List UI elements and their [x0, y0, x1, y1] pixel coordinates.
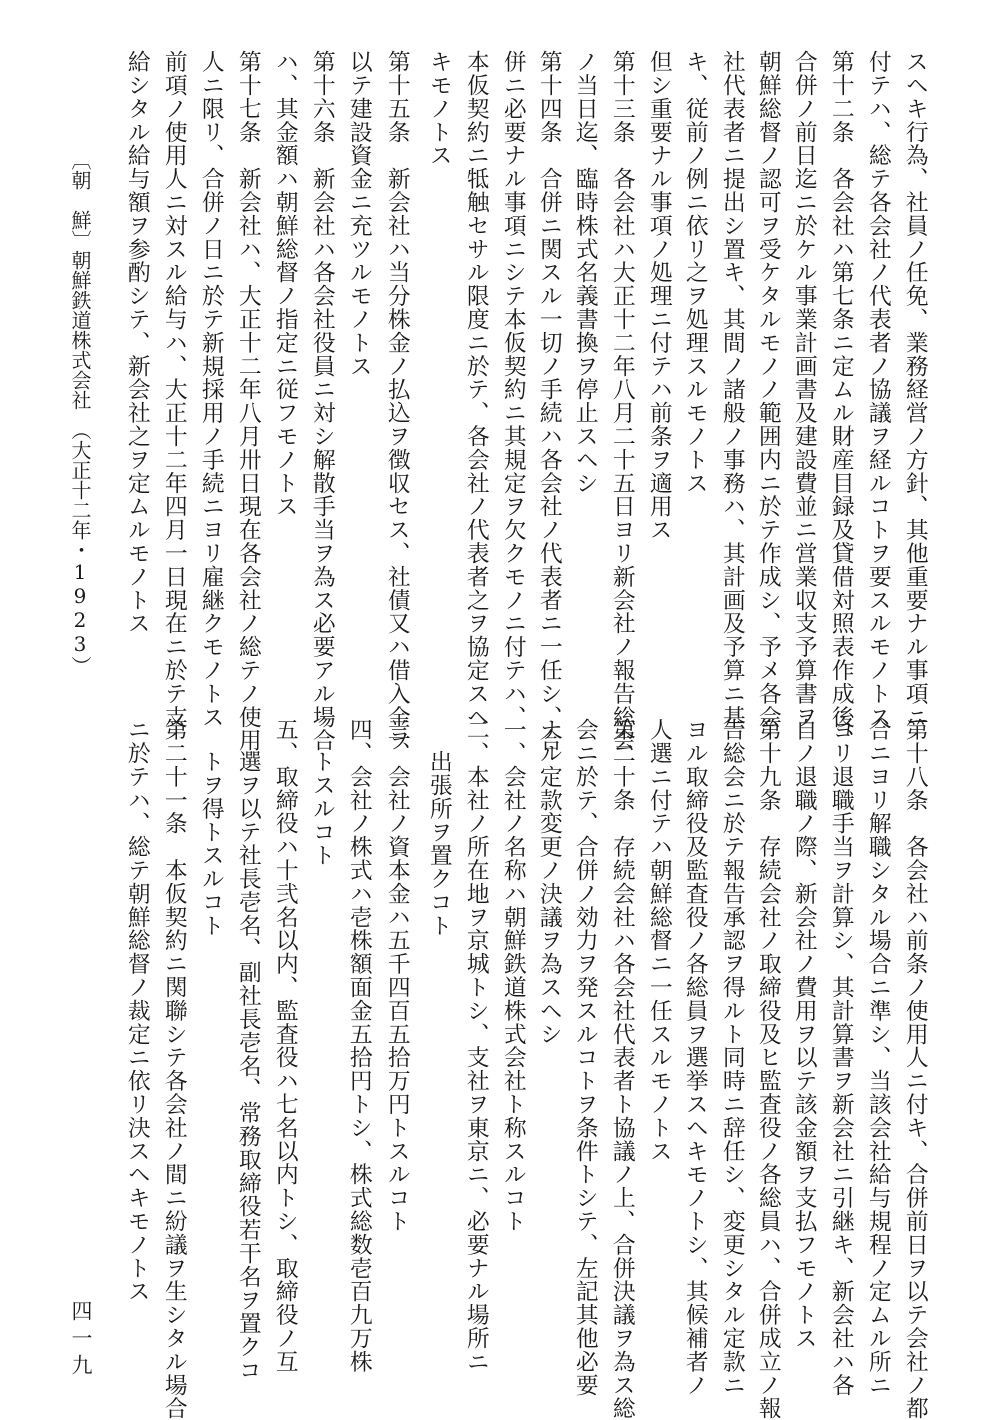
text-column: トヲ得トスルコト — [197, 750, 224, 938]
text-column: 三、会社ノ資本金ハ五千四百五拾万円トスルコト — [383, 718, 410, 1233]
text-column: 本仮契約ニ牴触セサル限度ニ於テ、各会社ノ代表者之ヲ協定スヘ — [462, 50, 489, 729]
text-column: 選ヲ以テ社長壱名、副社長壱名、常務取締役若干名ヲ置クコ — [234, 750, 261, 1382]
running-head-company: 朝鮮鉄道株式会社 — [68, 250, 92, 410]
text-column: 第二十一条 本仮契約ニ関聯シテ各会社ノ間ニ紛議ヲ生シタル場合 — [160, 718, 187, 1420]
text-column: 第十九条 存続会社ノ取締役及ヒ監査役ノ各総員ハ、合併成立ノ報 — [754, 718, 781, 1420]
text-column: 合ニヨリ解職シタル場合ニ準シ、当該会社給与規程ノ定ムル所ニ — [864, 718, 891, 1397]
text-column: トスルコト — [308, 750, 335, 867]
text-column: ヨリ退職手当ヲ計算シ、其計算書ヲ新会社ニ引継キ、新会社ハ各 — [827, 718, 854, 1397]
text-column: 第二十条 存続会社ハ各会社代表者ト協議ノ上、合併決議ヲ為ス総 — [608, 718, 635, 1420]
text-column: 併ニ必要ナル事項ニシテ本仮契約ニ其規定ヲ欠クモノニ付テハ、 — [499, 50, 526, 729]
text-column: 第十五条 新会社ハ当分株金ノ払込ヲ徴収セス、社債又ハ借入金ヲ — [383, 50, 410, 752]
text-column: ハ、其金額ハ朝鮮総督ノ指定ニ従フモノトス — [271, 50, 298, 518]
text-column: キ、従前ノ例ニ依リ之ヲ処理スルモノトス — [681, 50, 708, 495]
text-column: 但シ重要ナル事項ノ処理ニ付テハ前条ヲ適用ス — [645, 50, 672, 542]
text-column: 会ニ於テ、合併ノ効力ヲ発スルコトヲ条件トシテ、左記其他必要 — [571, 718, 598, 1397]
text-column: 第十四条 合併ニ関スル一切ノ手続ハ各会社ノ代表者ニ一任シ、合 — [535, 50, 562, 752]
text-column: キモノトス — [425, 50, 452, 167]
text-column: 朝鮮総督ノ認可ヲ受ケタルモノノ範囲内ニ於テ作成シ、予メ各会 — [754, 50, 781, 729]
text-column: 社代表者ニ提出シ置キ、其間ノ諸般ノ事務ハ、其計画及予算ニ基 — [718, 50, 745, 729]
text-column: 給シタル給与額ヲ参酌シテ、新会社之ヲ定ムルモノトス — [123, 50, 150, 635]
text-column: 一、会社ノ名称ハ朝鮮鉄道株式会社ト称スルコト — [499, 718, 526, 1233]
text-column: ニ於テハ、総テ朝鮮総督ノ裁定ニ依リ決スヘキモノトス — [123, 718, 150, 1303]
text-column: 付テハ、総テ各会社ノ代表者ノ協議ヲ経ルコトヲ要スルモノトス — [864, 50, 891, 729]
text-column: 前項ノ使用人ニ対スル給与ハ、大正十二年四月一日現在ニ於テ支 — [160, 50, 187, 729]
running-head-section: 〔朝 鮮〕 — [68, 150, 92, 250]
text-column: 五、取締役ハ十弐名以内、監査役ハ七名以内トシ、取締役ノ互 — [271, 718, 298, 1374]
text-column: 第十三条 各会社ハ大正十二年八月二十五日ヨリ新会社ノ報告総会 — [608, 50, 635, 752]
text-column: 四、会社ノ株式ハ壱株額面金五拾円トシ、株式総数壱百九万株 — [345, 718, 372, 1374]
text-column: 第十二条 各会社ハ第七条ニ定ムル財産目録及貸借対照表作成後、 — [827, 50, 854, 752]
text-column: 出張所ヲ置クコト — [425, 750, 452, 938]
text-column: ノ当日迄、臨時株式名義書換ヲ停止スヘシ — [571, 50, 598, 495]
text-column: 第十六条 新会社ハ各会社役員ニ対シ解散手当ヲ為ス必要アル場合 — [308, 50, 335, 752]
text-column: 人選ニ付テハ朝鮮総督ニ一任スルモノトス — [645, 718, 672, 1163]
text-column: ヨル取締役及監査役ノ各総員ヲ選挙スヘキモノトシ、其候補者ノ — [681, 718, 708, 1397]
page-number: 四一九 — [69, 1300, 93, 1381]
text-column: スヘキ行為、社員ノ任免、業務経営ノ方針、其他重要ナル事項ニ — [901, 50, 928, 729]
running-head-era: （大正十二年・1923） — [68, 420, 92, 676]
text-column: 告総会ニ於テ報告承認ヲ得ルト同時ニ辞任シ、変更シタル定款ニ — [718, 718, 745, 1397]
text-column: 第十七条 新会社ハ、大正十二年八月卅日現在各会社ノ総テノ使用 — [234, 50, 261, 752]
text-column: 二、本社ノ所在地ヲ京城トシ、支社ヲ東京ニ、必要ナル場所ニ — [462, 718, 489, 1374]
text-column: 第十八条 各会社ハ前条ノ使用人ニ付キ、合併前日ヲ以テ会社ノ都 — [901, 718, 928, 1420]
text-column: 以テ建設資金ニ充ツルモノトス — [345, 50, 372, 378]
text-column: ナル定款変更ノ決議ヲ為スヘシ — [535, 718, 562, 1046]
text-column: 人ニ限リ、合併ノ日ニ於テ新規採用ノ手続ニヨリ雇継クモノトス — [197, 50, 224, 729]
text-column: 自ノ退職ノ際、新会社ノ費用ヲ以テ該金額ヲ支払フモノトス — [790, 718, 817, 1350]
text-column: 合併ノ前日迄ニ於ケル事業計画書及建設費並ニ営業収支予算書ヲ — [790, 50, 817, 729]
